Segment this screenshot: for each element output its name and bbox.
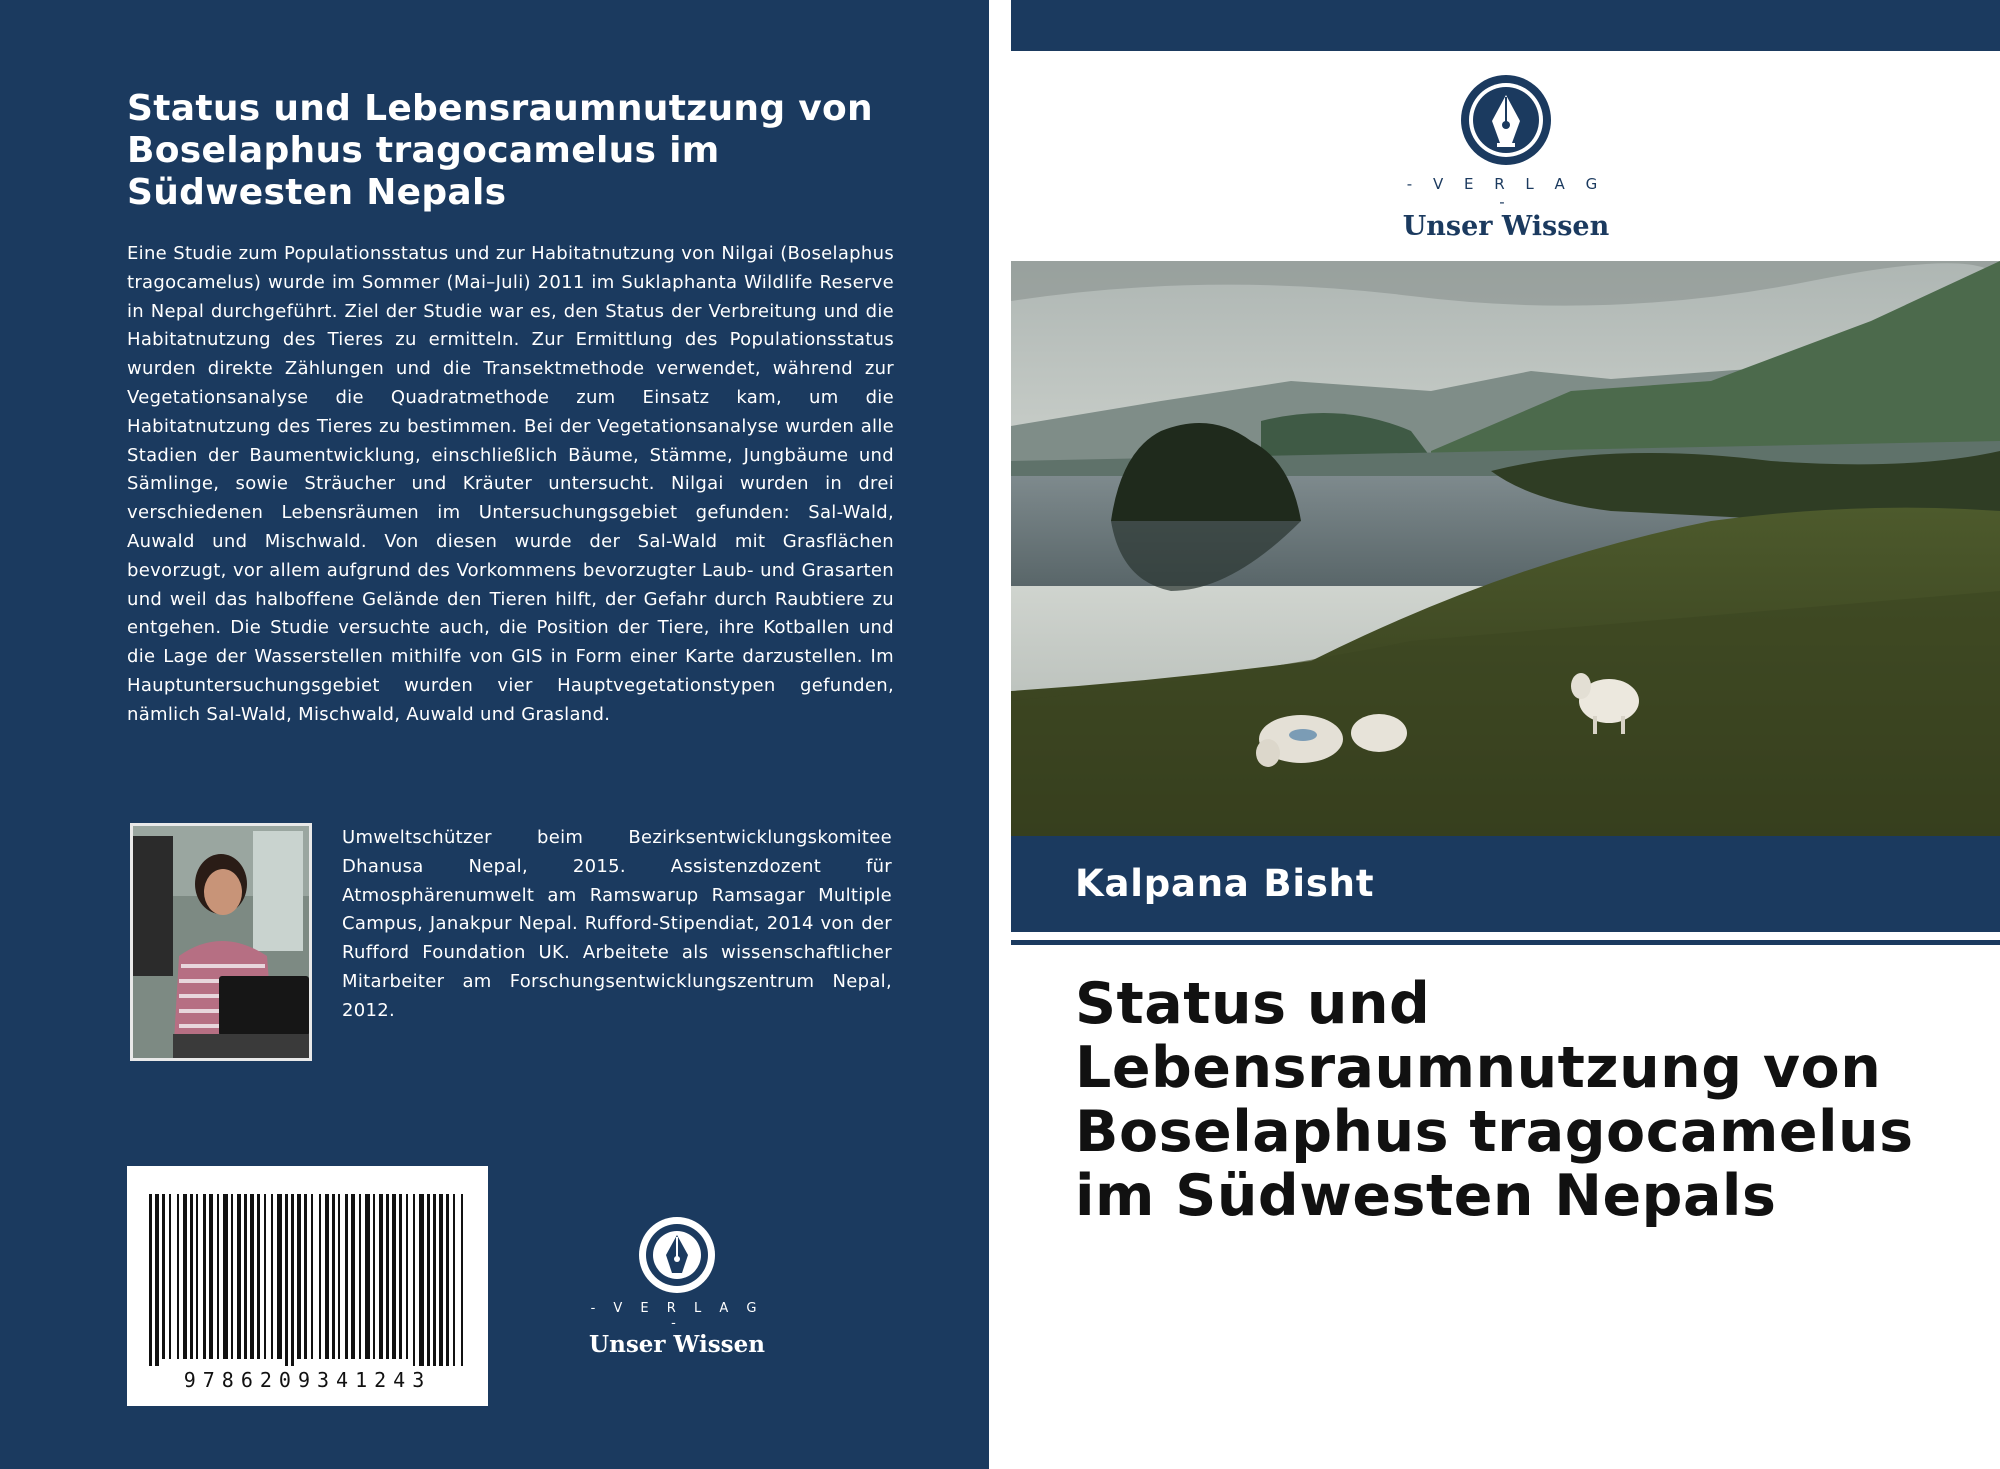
barcode-bar <box>386 1194 389 1359</box>
barcode-bar <box>359 1194 361 1359</box>
fountain-pen-nib-icon <box>637 1215 717 1295</box>
back-cover-title: Status und Lebensraumnutzung von Boselaphus tragocamelus im Südwesten Nepals <box>127 88 873 213</box>
barcode-bar <box>196 1194 198 1359</box>
back-cover-blurb: Eine Studie zum Populationsstatus und zur Habitatnutzung von Nilgai (Boselaphus tragocamelus) wurde im Sommer (Mai–Juli) 2011 im Suklaphanta Wildlife Reserve in Nepal durchgeführt. Ziel der Studie war es, den Status der Verbreitung und die Habitatnutzung des Tieres zu ermitteln. Zur Ermittlung des Populationsstatus wurden direkte Zählungen und die Transektmethode verwendet, während zur Vegetationsanalyse die Quadratmethode zum Einsatz kam, um die Habitatnutzung des Tieres zu bestimmen. Bei der Vegetationsanalyse wurden alle Stadien der Baumentwicklung, einschließlich Bäume, Stämme, Jungbäume und Sämlinge, sowie Sträucher und Kräuter untersucht. Nilgai wurden in drei verschiedenen Lebensräumen im Untersuchungsgebiet gefunden: Sal-Wald, Auwald und Mischwald. Von diesen wurde der Sal-Wald mit Grasflächen bevorzugt, vor allem aufgrund des Vorkommens bevorzugter Laub- und Grasarten und weil das halboffene Gelände den Tieren hilft, der Gefahr durch Raubtiere zu entgehen. Die Studie versuchte auch, die Position der Tiere, ihre Kotballen und die Lage der Wasserstellen mithilfe von GIS in Form einer Karte darzustellen. Im Hauptuntersuchungsgebiet wurden vier Hauptvegetationstypen gefunden, nämlich Sal-Wald, Mischwald, Auwald und Grasland. <box>127 243 894 725</box>
barcode-bar <box>373 1194 375 1359</box>
back-publisher-logo <box>585 1215 769 1358</box>
barcode-bars <box>127 1166 488 1366</box>
barcode-digits: 9786209341243 <box>183 1368 432 1392</box>
barcode-bar <box>162 1194 165 1359</box>
barcode-bar <box>406 1194 408 1359</box>
front-top-bar <box>1011 0 2000 51</box>
barcode-bar <box>332 1194 335 1359</box>
barcode-bar <box>325 1194 329 1359</box>
front-cover <box>1011 0 2000 1469</box>
barcode-bar <box>311 1194 313 1359</box>
back-logo-verlag: - V E R L A G - <box>590 1301 764 1331</box>
barcode-bar <box>209 1194 213 1359</box>
barcode-bar <box>351 1194 355 1359</box>
barcode-bar <box>155 1194 159 1366</box>
barcode-bar <box>427 1194 430 1366</box>
barcode-bar <box>285 1194 288 1366</box>
barcode-bar <box>149 1194 152 1366</box>
barcode-bar <box>392 1194 396 1359</box>
barcode-bar <box>365 1194 370 1359</box>
barcode-bar <box>231 1194 233 1359</box>
barcode-bar <box>250 1194 254 1359</box>
barcode-bar <box>297 1194 301 1359</box>
barcode-bar <box>461 1194 463 1366</box>
barcode-bar <box>319 1194 321 1359</box>
author-bio: Umweltschützer beim Bezirksentwicklungskomitee Dhanusa Nepal, 2015. Assistenzdozent für Atmosphärenumwelt am Ramswarup Ramsagar Multiple Campus, Janakpur Nepal. Rufford-Stipendiat, 2014 von der Rufford Foundation UK. Arbeitete als wissenschaftlicher Mitarbeiter am Forschungsentwicklungszentrum Nepal, 2012. <box>342 827 892 1021</box>
barcode <box>127 1166 488 1406</box>
barcode-bar <box>291 1194 294 1366</box>
barcode-bar <box>453 1194 455 1366</box>
fountain-pen-nib-icon <box>1459 73 1553 167</box>
front-logo-brand: Unser Wissen <box>1402 211 1610 242</box>
barcode-bar <box>345 1194 348 1359</box>
front-logo-verlag: - V E R L A G - <box>1406 175 1606 211</box>
back-logo-brand: Unser Wissen <box>589 1331 765 1358</box>
barcode-bar <box>399 1194 402 1359</box>
author-name: Kalpana Bisht <box>1075 862 1375 905</box>
barcode-bar <box>244 1194 247 1359</box>
barcode-bar <box>177 1194 179 1359</box>
barcode-bar <box>433 1194 436 1366</box>
barcode-bar <box>183 1194 187 1359</box>
barcode-bar <box>190 1194 193 1359</box>
landscape-with-sheep-photo <box>1011 261 2000 836</box>
barcode-bar <box>271 1194 273 1359</box>
author-photo <box>130 823 312 1061</box>
barcode-bar <box>223 1194 228 1359</box>
barcode-bar <box>439 1194 443 1366</box>
barcode-bar <box>237 1194 241 1359</box>
back-cover <box>0 0 989 1469</box>
barcode-bar <box>257 1194 260 1359</box>
barcode-bar <box>304 1194 307 1359</box>
front-publisher-logo <box>1396 73 1616 242</box>
barcode-bar <box>419 1194 424 1366</box>
barcode-bar <box>203 1194 206 1359</box>
barcode-bar <box>379 1194 383 1359</box>
barcode-bar <box>413 1194 415 1366</box>
front-cover-title: Status und Lebensraumnutzung von Boselaphus tragocamelus im Südwesten Nepals <box>1075 971 1914 1229</box>
barcode-bar <box>446 1194 449 1366</box>
barcode-bar <box>217 1194 219 1359</box>
barcode-bar <box>277 1194 282 1359</box>
barcode-bar <box>169 1194 171 1359</box>
barcode-bar <box>338 1194 340 1359</box>
author-band <box>1011 836 2000 932</box>
barcode-bar <box>264 1194 266 1359</box>
divider-rule <box>1011 940 2000 945</box>
